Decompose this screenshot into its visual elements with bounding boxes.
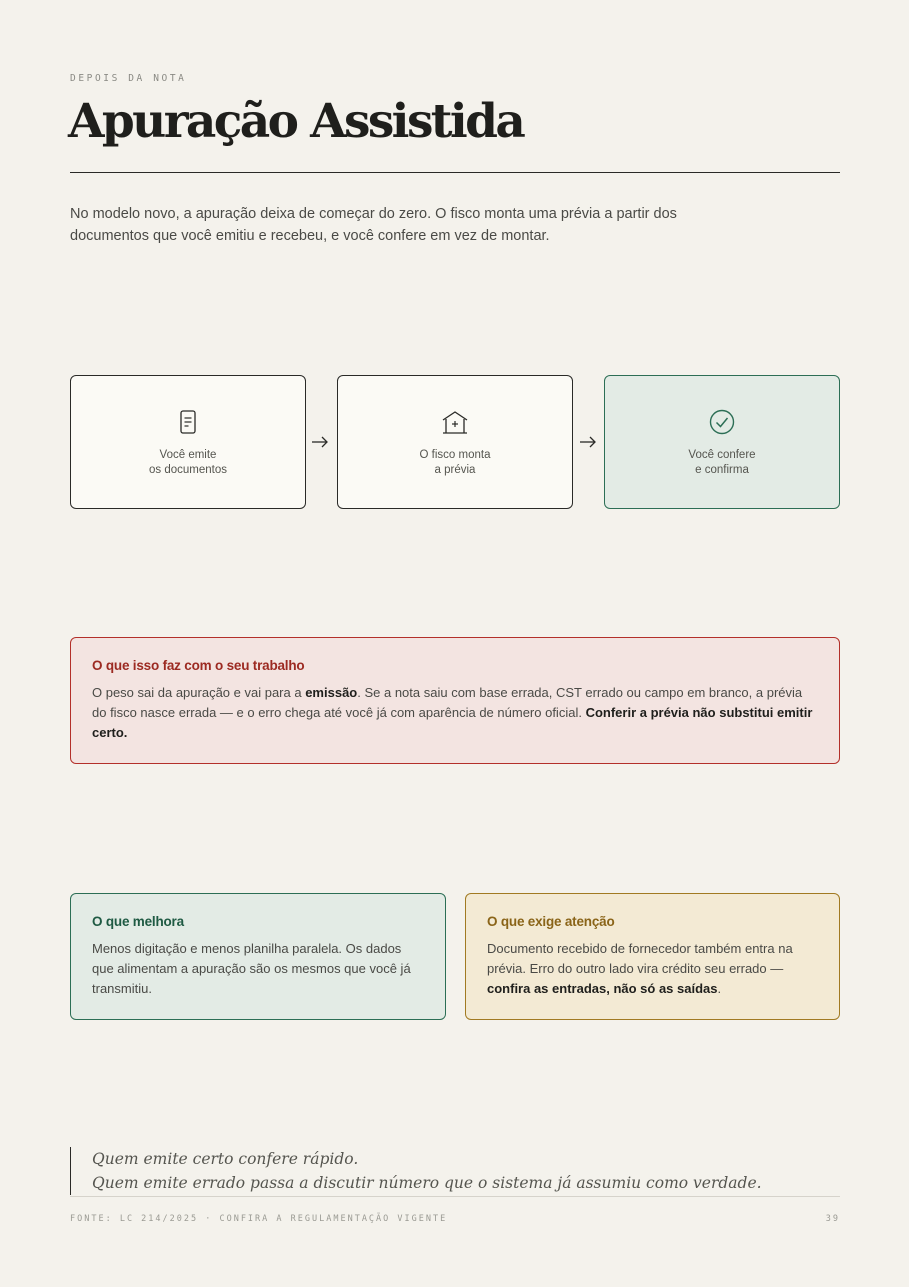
footer-source: FONTE: LC 214/2025 · CONFIRA A REGULAMENTAÇÃO VIGENTE [70, 1214, 448, 1224]
improves-callout [70, 893, 446, 1020]
document-icon [174, 408, 202, 436]
impact-callout [70, 637, 840, 764]
impact-text: O peso sai da apuração e vai para a emissão. Se a nota saiu com base errada, CST errado ou campo em branco, a prévia do fisco nasce errada — e o erro chega até você já com aparência de número oficial. Conferir a prévia não substitui emitir certo. [92, 685, 813, 740]
step-confirm [604, 375, 840, 509]
step-label: Você confere e confirma [688, 449, 756, 476]
impact-heading: O que isso faz com o seu trabalho [92, 658, 305, 673]
step-emit [70, 375, 306, 509]
arrow-right-icon [311, 434, 329, 450]
improves-text: Menos digitação e menos planilha paralela. Os dados que alimentam a apuração são os mesmos que você já transmitiu. [92, 941, 411, 996]
step-label: O fisco monta a prévia [419, 449, 491, 476]
page-number: 39 [825, 1214, 840, 1224]
step-fisco [337, 375, 573, 509]
improves-heading: O que melhora [92, 914, 184, 929]
intro-paragraph: No modelo novo, a apuração deixa de começar do zero. O fisco monta uma prévia a partir dos documentos que você emitiu e recebeu, e você confere em vez de montar. [70, 206, 677, 244]
government-building-icon [441, 408, 469, 436]
attention-callout [465, 893, 840, 1020]
title-divider [70, 172, 840, 173]
attention-heading: O que exige atenção [487, 914, 615, 929]
arrow-right-icon [579, 434, 597, 450]
footer-divider [70, 1196, 840, 1197]
step-label: Você emite os documentos [149, 449, 227, 476]
page-title: Apuração Assistida [68, 94, 524, 149]
check-circle-icon [708, 408, 736, 436]
attention-text: Documento recebido de fornecedor também entra na prévia. Erro do outro lado vira crédito seu errado — confira as entradas, não só as saídas. [487, 941, 793, 996]
eyebrow: DEPOIS DA NOTA [70, 73, 187, 84]
closing-quote: Quem emite certo confere rápido. Quem emite errado passa a discutir número que o sistema já assumiu como verdade. [70, 1147, 790, 1195]
